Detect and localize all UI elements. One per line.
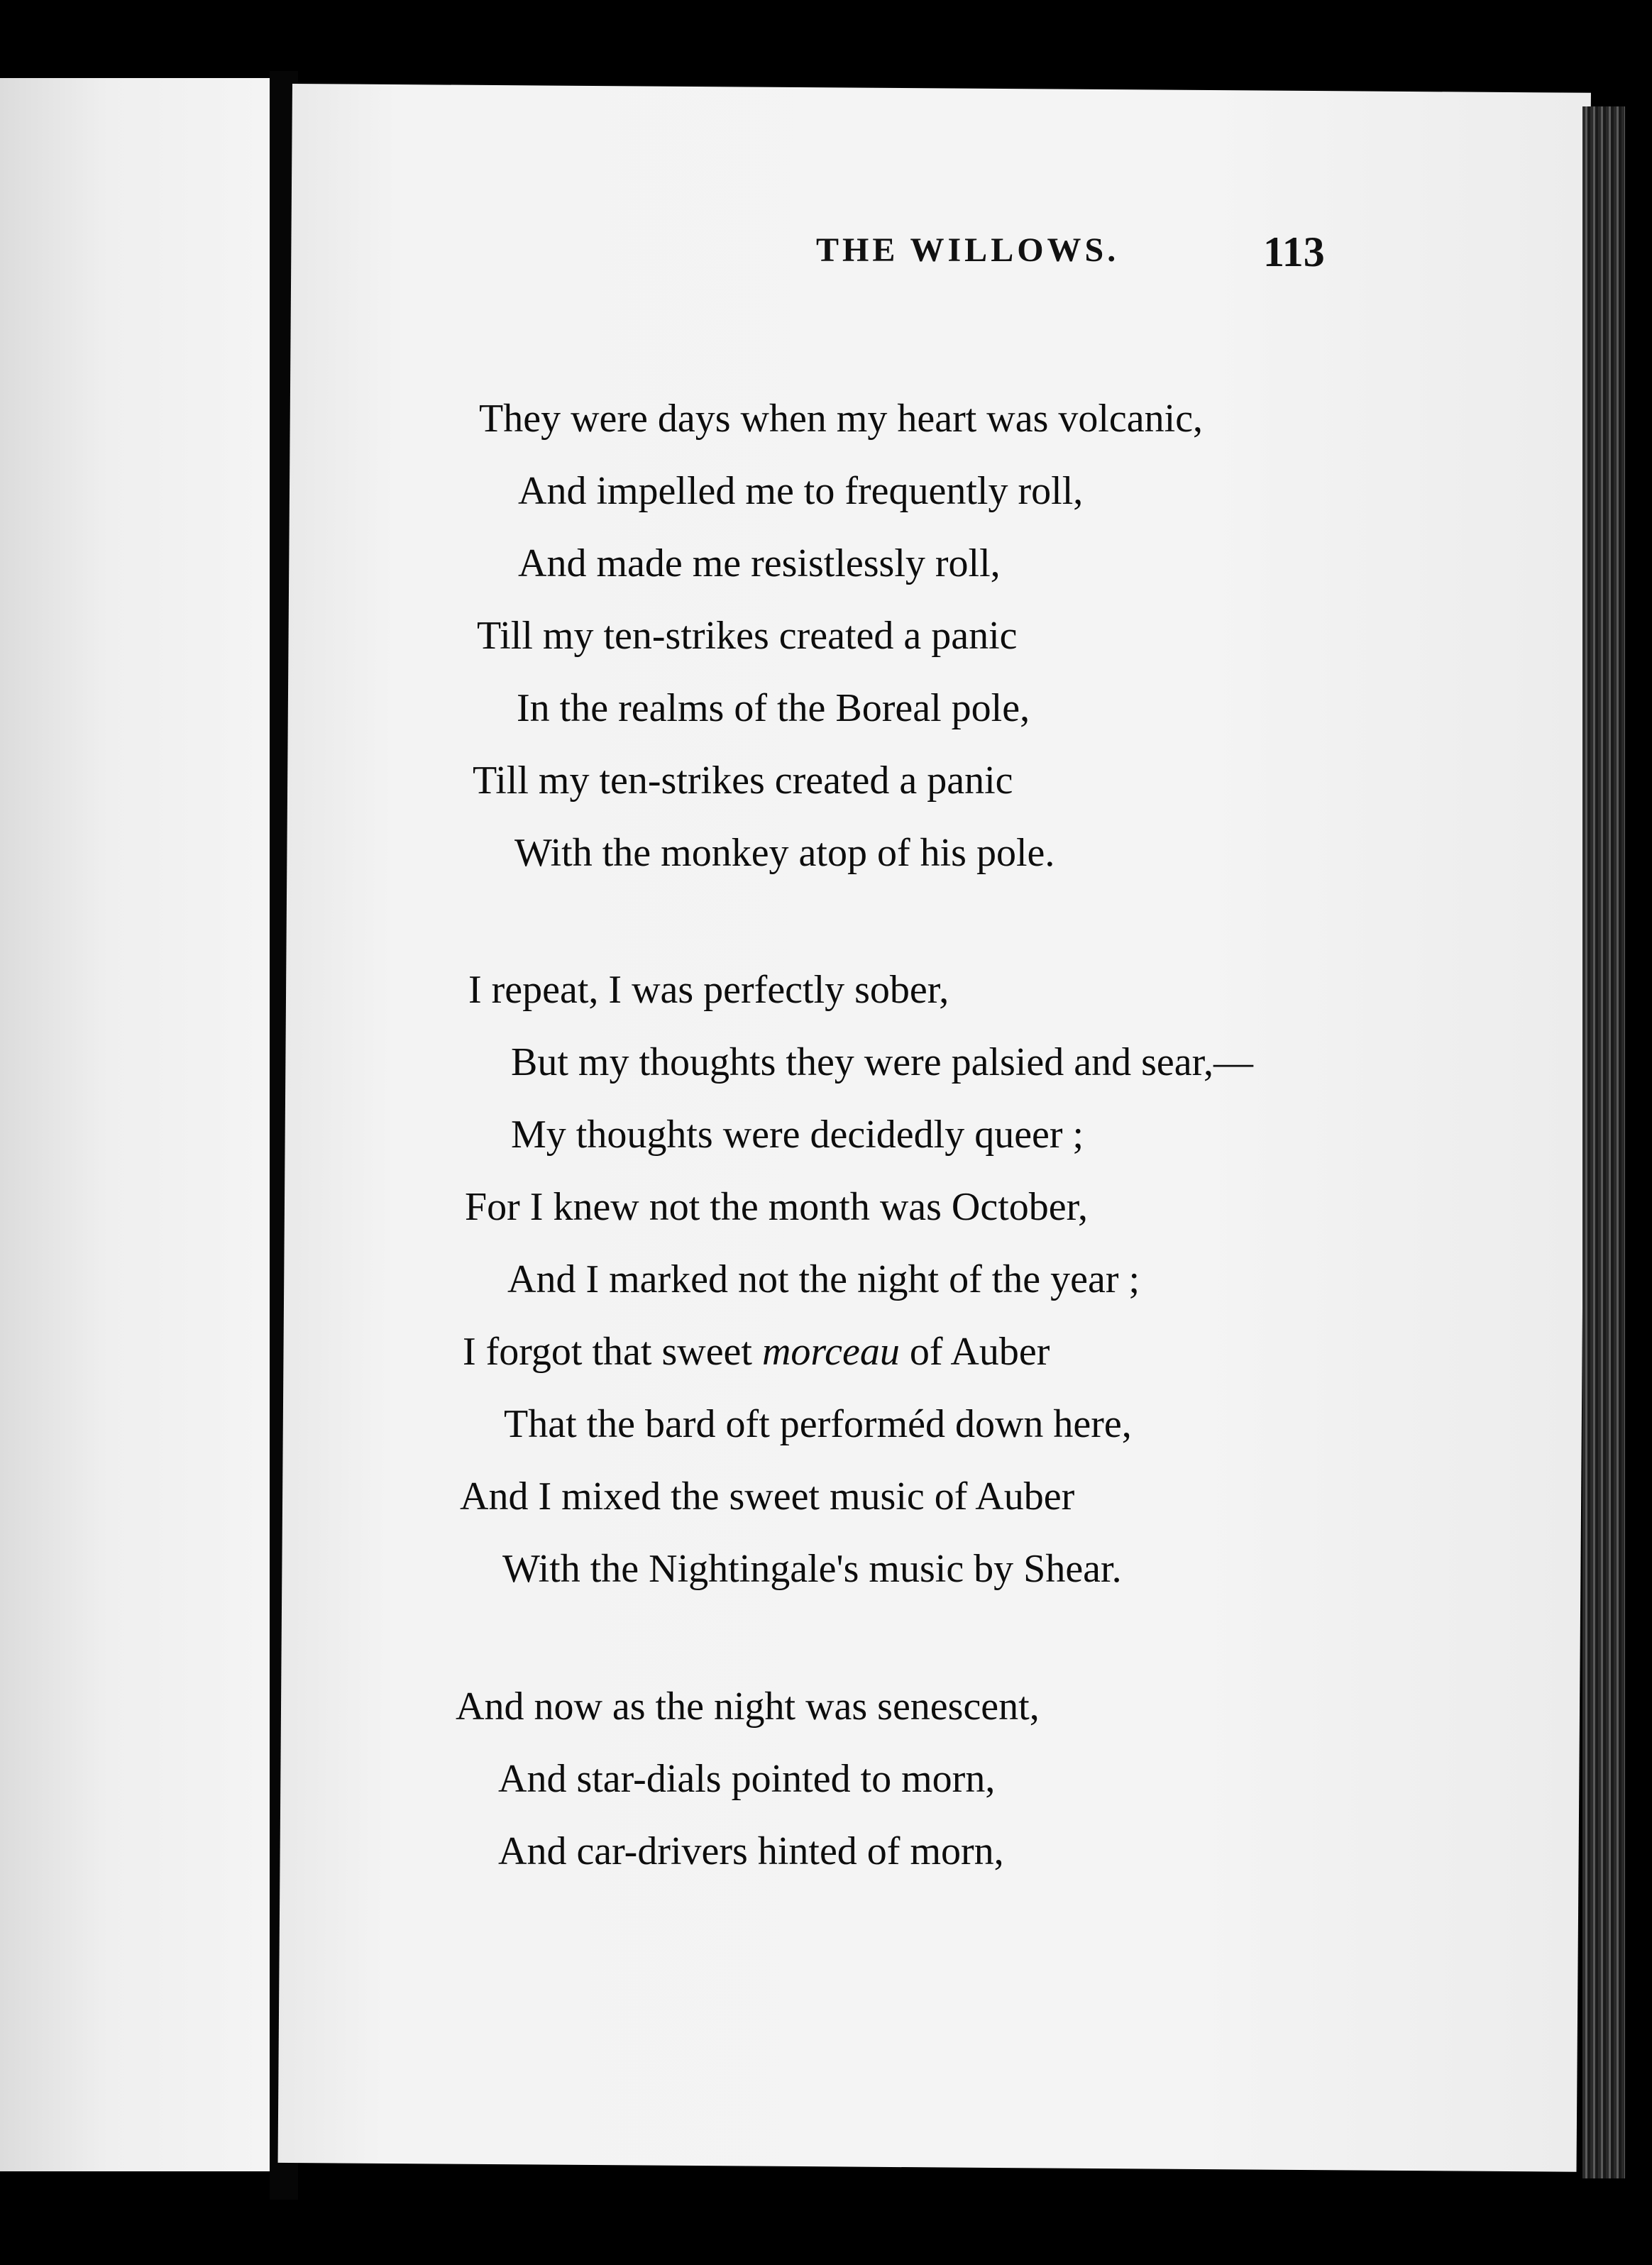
- poem-line: And star-dials pointed to morn,: [498, 1757, 996, 1801]
- poem-line: I repeat, I was perfectly sober,: [468, 968, 949, 1012]
- page-number: 113: [1263, 228, 1325, 275]
- line-text: I forgot that sweet: [463, 1330, 752, 1374]
- line-text: of Auber: [909, 1330, 1050, 1374]
- poem-line: With the monkey atop of his pole.: [514, 831, 1055, 875]
- poem-line: And I mixed the sweet music of Auber: [460, 1475, 1075, 1519]
- poem-line: They were days when my heart was volcanic,: [479, 397, 1204, 441]
- poem-line: Till my ten-strikes created a panic: [473, 759, 1013, 803]
- poem-line: And car-drivers hinted of morn,: [498, 1829, 1004, 1873]
- poem-line: But my thoughts they were palsied and sear,—: [511, 1040, 1253, 1084]
- poem-line: In the realms of the Boreal pole,: [517, 686, 1030, 730]
- poem-line: And I marked not the night of the year ;: [507, 1257, 1140, 1301]
- poem-line: And impelled me to frequently roll,: [518, 469, 1084, 513]
- poem-line: And now as the night was senescent,: [456, 1685, 1040, 1729]
- poem-line: And made me resistlessly roll,: [518, 541, 1001, 585]
- poem-line: For I knew not the month was October,: [465, 1185, 1089, 1229]
- poem-line: With the Nightingale's music by Shear.: [502, 1547, 1122, 1591]
- running-title: THE WILLOWS.: [816, 231, 1120, 269]
- italic-word: morceau: [761, 1330, 900, 1374]
- page-header: [213, 228, 1325, 287]
- poem-line: That the bard oft performéd down here,: [504, 1402, 1132, 1446]
- poem-line: My thoughts were decidedly queer ;: [511, 1113, 1084, 1157]
- page-edge: [1582, 106, 1625, 2178]
- poem-line-with-italic: [463, 1330, 1050, 1373]
- poem-line: Till my ten-strikes created a panic: [477, 614, 1018, 658]
- left-page: [0, 78, 270, 2171]
